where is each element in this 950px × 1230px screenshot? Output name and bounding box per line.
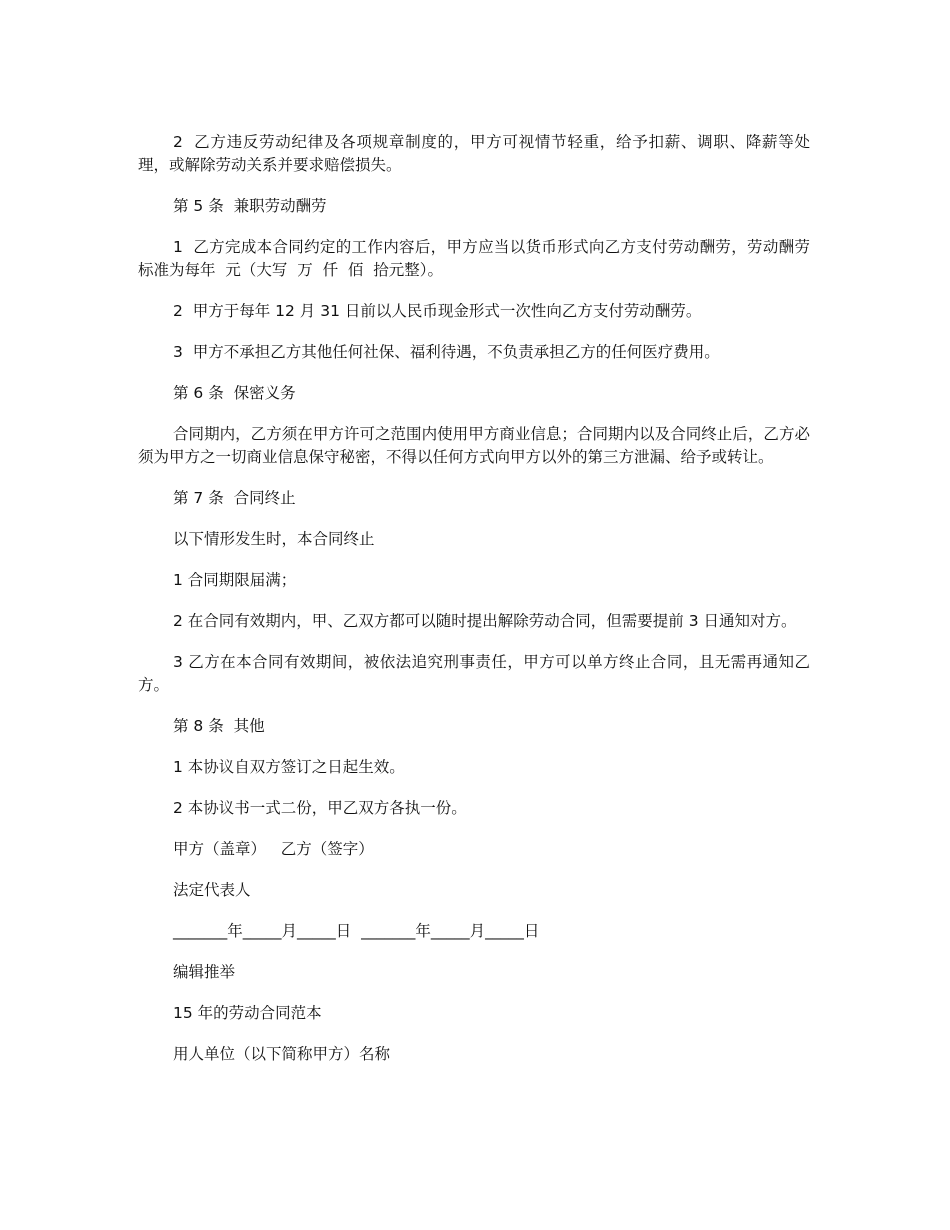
article-5-item-1: 1 乙方完成本合同约定的工作内容后，甲方应当以货币形式向乙方支付劳动酬劳，劳动酬劳标准为每年 元（大写 万 仟 佰 拾元整）。 <box>138 238 810 279</box>
employer-name-label: 用人单位（以下简称甲方）名称 <box>173 1045 391 1063</box>
document-body <box>138 131 810 1084</box>
article-7-intro: 以下情形发生时，本合同终止 <box>173 530 375 548</box>
clause-4-item-2: 2 乙方违反劳动纪律及各项规章制度的，甲方可视情节轻重，给予扣薪、调职、降薪等处理，或解除劳动关系并要求赔偿损失。 <box>138 133 810 174</box>
article-7-item-2: 2 在合同有效期内，甲、乙双方都可以随时提出解除劳动合同，但需要提前 3 日通知对方。 <box>173 612 797 630</box>
article-7-item-3: 3 乙方在本合同有效期间，被依法追究刑事责任，甲方可以单方终止合同，且无需再通知乙方。 <box>138 653 810 694</box>
article-5-item-3: 3 甲方不承担乙方其他任何社保、福利待遇，不负责承担乙方的任何医疗费用。 <box>173 343 720 361</box>
article-8-item-2: 2 本协议书一式二份，甲乙双方各执一份。 <box>173 799 467 817</box>
article-8-heading: 第 8 条 其他 <box>173 717 265 735</box>
legal-representative-label: 法定代表人 <box>173 881 251 899</box>
signature-parties: 甲方（盖章） 乙方（签字） <box>173 840 374 858</box>
article-5-heading: 第 5 条 兼职劳动酬劳 <box>173 197 327 215</box>
article-6-body: 合同期内，乙方须在甲方许可之范围内使用甲方商业信息；合同期内以及合同终止后，乙方必须为甲方之一切商业信息保守秘密，不得以任何方式向甲方以外的第三方泄漏、给予或转让。 <box>138 425 810 466</box>
article-6-heading: 第 6 条 保密义务 <box>173 384 296 402</box>
editor-recommendation: 编辑推举 <box>173 963 236 981</box>
article-7-heading: 第 7 条 合同终止 <box>173 489 296 507</box>
signature-date-line: _______年_____月_____日 _______年_____月_____日 <box>173 922 540 940</box>
article-7-item-1: 1 合同期限届满； <box>173 571 297 589</box>
recommended-title: 15 年的劳动合同范本 <box>173 1004 322 1022</box>
article-5-item-2: 2 甲方于每年 12 月 31 日前以人民币现金形式一次性向乙方支付劳动酬劳。 <box>173 302 702 320</box>
article-8-item-1: 1 本协议自双方签订之日起生效。 <box>173 758 405 776</box>
